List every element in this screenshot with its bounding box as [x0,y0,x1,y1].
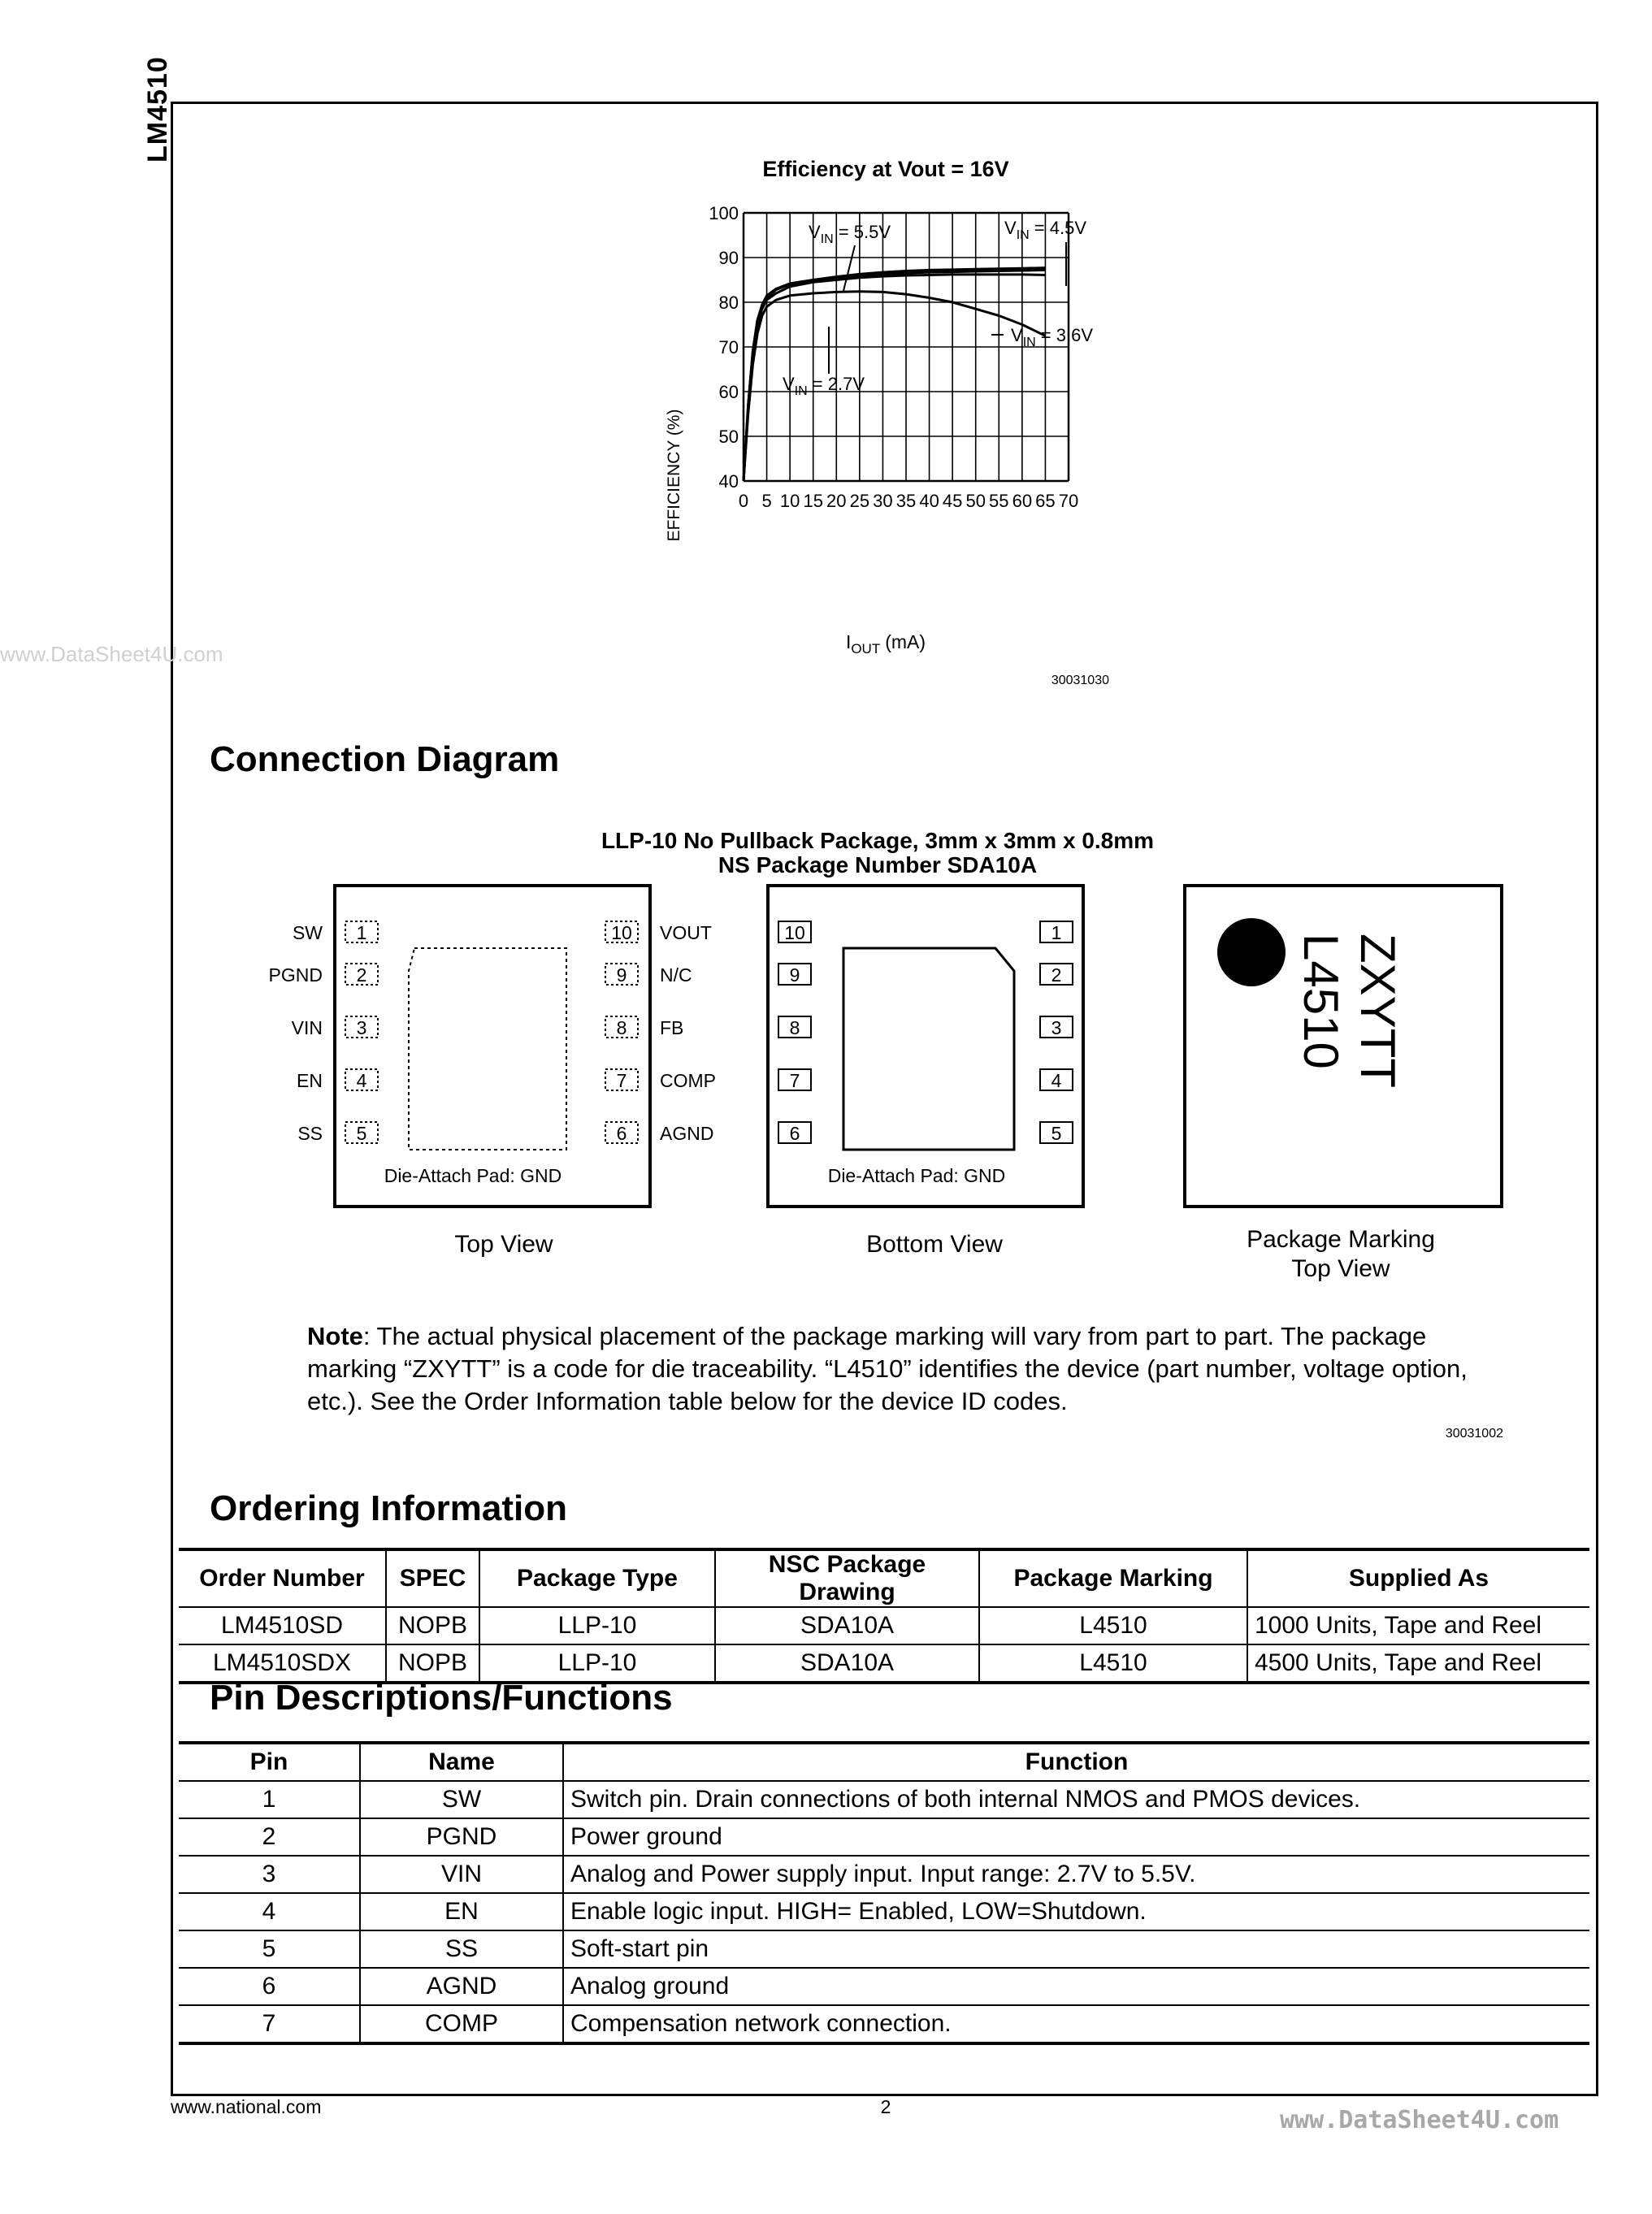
top-view-pad-label: Die-Attach Pad: GND [384,1165,562,1186]
x-tick-label: 25 [849,491,870,511]
top-view-pin-number: 8 [616,1017,627,1038]
series-annotations [783,218,1093,398]
table-cell: SW [360,1781,563,1818]
top-view-pin-name: VIN [291,1017,323,1038]
top-view-pin-name: N/C [660,964,692,986]
x-tick-label: 15 [803,491,823,511]
bottom-view-pin-number: 2 [1051,964,1062,986]
bottom-view-pin-number: 3 [1051,1017,1062,1038]
bottom-view-pad-label: Die-Attach Pad: GND [827,1165,1006,1186]
x-tick-label: 60 [1012,491,1033,511]
column-header: Name [360,1743,563,1781]
column-header: Pin [179,1743,360,1781]
bottom-view-pin-number: 5 [1051,1123,1062,1144]
marking-label-line1: Package Marking [1247,1226,1435,1253]
table-cell: Power ground [563,1818,1589,1856]
y-tick-label: 40 [718,471,739,492]
column-header: Supplied As [1247,1549,1589,1607]
marking-line1: ZXYTT [1351,934,1405,1088]
table-cell: Soft-start pin [563,1930,1589,1968]
top-view-pin-number: 3 [356,1017,367,1038]
package-title-line2: NS Package Number SDA10A [718,852,1038,877]
x-tick-label: 70 [1058,491,1079,511]
y-tick-label: 70 [718,337,739,357]
top-view-pin-name: SS [297,1123,323,1144]
table-cell: L4510 [979,1644,1247,1683]
table-cell: VIN [360,1856,563,1893]
website-link[interactable]: www.national.com [171,2096,322,2117]
table-row [179,1781,1589,1818]
top-view-pin-number: 9 [616,964,627,986]
x-tick-label: 40 [919,491,939,511]
bottom-view-pin-number: 8 [789,1017,800,1038]
top-view-pin-name: EN [297,1070,323,1091]
chart-title: Efficiency at Vout = 16V [762,157,1009,181]
table-cell: NOPB [386,1644,479,1683]
table-cell: 3 [179,1856,360,1893]
table-cell: Enable logic input. HIGH= Enabled, LOW=Shutdown. [563,1893,1589,1930]
bottom-view-pin-number: 7 [789,1070,800,1091]
efficiency-chart [634,146,1138,715]
label-vin-4.5: $V_{IN} = 4.5V$ [1004,218,1087,242]
y-axis-label: EFFICIENCY (%) [665,409,683,542]
package-title [406,829,1349,877]
top-view-pin-name: VOUT [660,922,712,943]
ordering-table [179,1548,1589,1684]
table-cell: 5 [179,1930,360,1968]
top-view-label: Top View [454,1231,553,1258]
x-axis-label-unit: (mA) [885,631,926,652]
table-cell: 7 [179,2005,360,2043]
table-row [179,2005,1589,2043]
package-title-line1: LLP-10 No Pullback Package, 3mm x 3mm x 0.8mm [601,828,1155,853]
bottom-view-pin-number: 10 [784,922,805,943]
label-vin-5.5: $V_{IN} = 5.5V$ [809,222,891,246]
table-cell: 1000 Units, Tape and Reel [1247,1607,1589,1644]
table-row [179,1818,1589,1856]
top-view-pin-number: 7 [616,1070,627,1091]
bottom-view-label: Bottom View [866,1231,1003,1258]
label-vin-3.6: $V_{IN} = 3.6V$ [1011,325,1094,349]
table-cell: 6 [179,1968,360,2005]
x-tick-labels [739,491,1078,511]
bottom-view-diagram [768,886,1083,1207]
x-axis-label [846,631,926,656]
table-cell: Analog ground [563,1968,1589,2005]
x-tick-label: 20 [826,491,847,511]
table-cell: Switch pin. Drain connections of both internal NMOS and PMOS devices. [563,1781,1589,1818]
table-cell: LLP-10 [479,1644,715,1683]
ordering-heading: Ordering Information [210,1488,567,1528]
label-vin-2.7: $V_{IN} = 2.7V$ [783,374,865,398]
marking-label [1203,1225,1479,1284]
x-tick-label: 30 [873,491,893,511]
y-tick-label: 60 [718,382,739,402]
table-cell: PGND [360,1818,563,1856]
table-row [179,1930,1589,1968]
marking-label-line2: Top View [1291,1255,1390,1282]
table-cell: 4500 Units, Tape and Reel [1247,1644,1589,1683]
package-marking-diagram [1185,886,1502,1207]
bottom-view-pin-number: 9 [789,964,800,986]
top-view-pin-name: SW [292,922,323,943]
package-note [307,1320,1477,1418]
table-cell: L4510 [979,1607,1247,1644]
pin-table [179,1741,1589,2045]
table-cell: Analog and Power supply input. Input range: 2.7V to 5.5V. [563,1856,1589,1893]
chart-grid [744,213,1069,481]
y-tick-label: 90 [718,248,739,268]
top-view-pin-number: 2 [356,964,367,986]
x-tick-label: 10 [779,491,800,511]
table-cell: LM4510SDX [179,1644,386,1683]
top-view-pin-name: AGND [660,1123,714,1144]
column-header: SPEC [386,1549,479,1607]
table-cell: 4 [179,1893,360,1930]
column-header: Package Marking [979,1549,1247,1607]
connection-figure-id: 30031002 [1445,1427,1503,1441]
x-tick-label: 50 [965,491,986,511]
y-tick-labels [709,203,739,492]
top-view-pin-number: 4 [356,1070,367,1091]
top-view-pin-number: 5 [356,1123,367,1144]
top-view-pin-name: COMP [660,1070,716,1091]
table-cell: Compensation network connection. [563,2005,1589,2043]
y-tick-label: 100 [709,203,739,223]
x-tick-label: 5 [761,491,772,511]
table-cell: LLP-10 [479,1607,715,1644]
top-view-pin-name: PGND [268,964,323,986]
table-cell: 1 [179,1781,360,1818]
table-row [179,1968,1589,2005]
chart-figure-id: 30031030 [1051,674,1109,687]
top-view-pin-number: 10 [611,922,632,943]
page-number: 2 [880,2096,891,2117]
table-cell: AGND [360,1968,563,2005]
column-header: Order Number [179,1549,386,1607]
x-axis-label-sub: OUT [851,641,881,656]
pins-heading: Pin Descriptions/Functions [210,1678,673,1718]
table-row [179,1607,1589,1644]
table-cell: EN [360,1893,563,1930]
top-view-pin-number: 1 [356,922,367,943]
table-row [179,1893,1589,1930]
x-tick-label: 55 [989,491,1009,511]
table-cell: LM4510SD [179,1607,386,1644]
table-cell: COMP [360,2005,563,2043]
marking-line2: L4510 [1294,934,1348,1069]
pin1-dot [1217,918,1286,986]
column-header: Package Type [479,1549,715,1607]
column-header: NSC Package Drawing [715,1549,979,1607]
side-title: LM4510 [142,56,173,162]
column-header: Function [563,1743,1589,1781]
x-tick-label: 65 [1035,491,1056,511]
note-label: Note [307,1322,363,1350]
y-tick-label: 80 [718,292,739,313]
x-tick-label: 0 [738,491,749,511]
watermark-right: www.DataSheet4U.com [1280,2106,1559,2134]
watermark-left: www.DataSheet4U.com [0,642,223,666]
table-row [179,1644,1589,1683]
note-text: : The actual physical placement of the package marking will vary from part to part. The package marking “ZXYTT” is a code for die traceability. “L4510” identifies the device (part number, voltage option, etc.). See the Order Information table below for the device ID codes. [307,1322,1468,1415]
bottom-view-pin-number: 6 [789,1123,800,1144]
top-view-pin-name: FB [660,1017,684,1038]
x-axis-label-main: I [845,631,852,652]
table-cell: 2 [179,1818,360,1856]
connection-heading: Connection Diagram [210,739,560,779]
table-cell: NOPB [386,1607,479,1644]
bottom-view-pin-number: 1 [1051,922,1062,943]
arrow-5.5 [843,245,855,291]
table-cell: SS [360,1930,563,1968]
y-tick-label: 50 [718,427,739,447]
x-tick-label: 45 [942,491,963,511]
x-tick-label: 35 [895,491,917,511]
bottom-view-pin-number: 4 [1051,1070,1062,1091]
table-cell: SDA10A [715,1607,979,1644]
top-view-pin-number: 6 [616,1123,627,1144]
table-cell: SDA10A [715,1644,979,1683]
table-row [179,1856,1589,1893]
top-view-diagram [269,886,716,1207]
